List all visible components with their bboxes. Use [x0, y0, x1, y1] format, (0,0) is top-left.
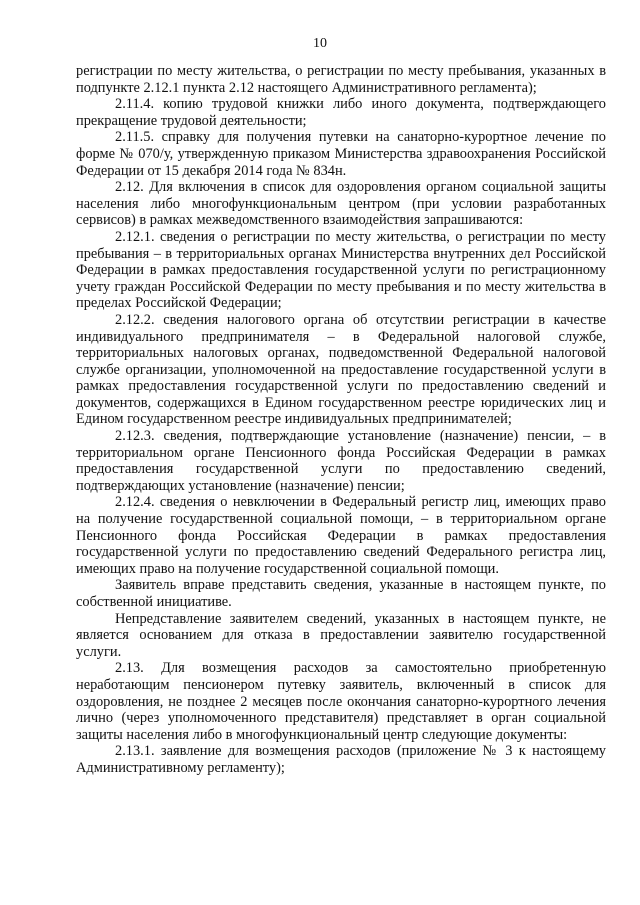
paragraph-applicant-right: Заявитель вправе представить сведения, указанные в настоящем пункте, по собственной инициативе.: [76, 577, 606, 610]
paragraph-2-11-4: 2.11.4. копию трудовой книжки либо иного документа, подтверждающего прекращение трудовой деятельности;: [76, 96, 606, 129]
paragraph-2-12-4: 2.12.4. сведения о невключении в Федеральный регистр лиц, имеющих право на получение государственной социальной помощи, – в территориальном органе Пенсионного фонда Российская Федерации в рамках предоставления государственной услуги по предоставлению сведений Федерального регистра лиц, имеющих право на получение государственной социальной помощи.: [76, 494, 606, 577]
paragraph-2-13: 2.13. Для возмещения расходов за самостоятельно приобретенную неработающим пенсионером путевку заявитель, включенный в список для оздоровления, не позднее 2 месяцев после окончания санаторно-курортного лечения лично (через уполномоченного представителя) представляет в орган социальной защиты населения либо в многофункциональный центр следующие документы:: [76, 660, 606, 743]
paragraph-non-submission: Непредставление заявителем сведений, указанных в настоящем пункте, не является основанием для отказа в предоставлении заявителю государственной услуги.: [76, 610, 606, 660]
paragraph-2-12: 2.12. Для включения в список для оздоровления органом социальной защиты населения либо многофункциональным центром (при условии разработанных сервисов) в рамках межведомственного взаимодействия запрашиваются:: [76, 179, 606, 229]
paragraph-continuation: регистрации по месту жительства, о регистрации по месту пребывания, указанных в подпункте 2.12.1 пункта 2.12 настоящего Административного регламента);: [76, 63, 606, 96]
page-number: 10: [313, 36, 327, 51]
paragraph-2-11-5: 2.11.5. справку для получения путевки на санаторно-курортное лечение по форме № 070/у, утвержденную приказом Министерства здравоохранения Российской Федерации от 15 декабря 2014 года № 834н.: [76, 129, 606, 179]
document-body: [76, 63, 606, 777]
paragraph-2-12-1: 2.12.1. сведения о регистрации по месту жительства, о регистрации по месту пребывания – в территориальных органах Министерства внутренних дел Российской Федерации в рамках предоставления государственной услуги по регистрационному учету граждан Российской Федерации по месту пребывания и по месту жительства в пределах Российской Федерации;: [76, 228, 606, 312]
paragraph-2-12-3: 2.12.3. сведения, подтверждающие установление (назначение) пенсии, – в территориальном органе Пенсионного фонда Российская Федерации в рамках предоставления государственной услуги по предоставлению сведений, подтверждающих установление (назначение) пенсии;: [76, 428, 606, 494]
paragraph-2-12-2: 2.12.2. сведения налогового органа об отсутствии регистрации в качестве индивидуального предпринимателя – в Федеральной налоговой службе, территориальных налоговых органах, подведомственной Федеральной налоговой службе организации, уполномоченной на предоставление государственной услуги в рамках предоставления государственной услуги по предоставлению сведений и документов, содержащихся в Едином государственном реестре юридических лиц и Едином государственном реестре индивидуальных предпринимателей;: [76, 311, 606, 428]
paragraph-2-13-1: 2.13.1. заявление для возмещения расходов (приложение № 3 к настоящему Административному регламенту);: [76, 743, 606, 776]
